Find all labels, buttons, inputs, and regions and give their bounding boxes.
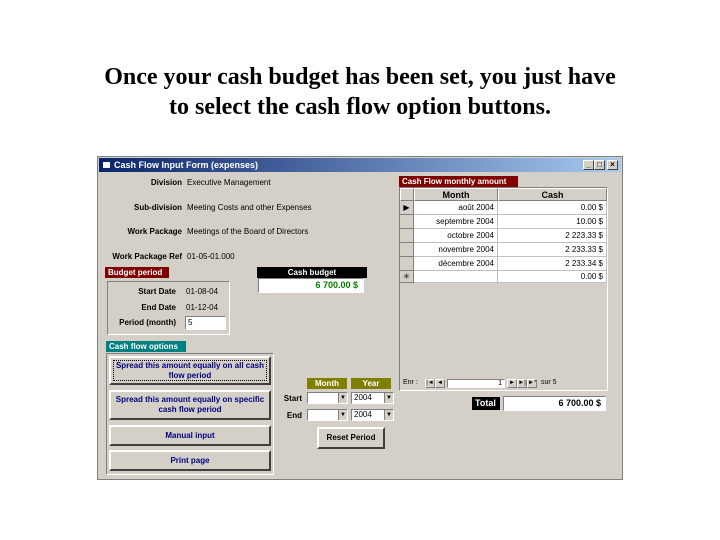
period-month-label: Period (month)	[119, 318, 176, 327]
last-record-button[interactable]: ►|	[518, 380, 526, 386]
chevron-down-icon[interactable]: ▼	[338, 393, 347, 403]
cash-cell[interactable]: 2 233.33 $	[498, 243, 607, 257]
start-date-label: Start Date	[138, 287, 176, 296]
cash-cell[interactable]: 0.00 $	[498, 201, 607, 215]
record-total: sur 5	[541, 379, 557, 386]
row-selector[interactable]	[400, 229, 414, 243]
month-cell[interactable]: décembre 2004	[414, 257, 498, 271]
cash-cell[interactable]: 2 233.34 $	[498, 257, 607, 271]
next-record-button[interactable]: ►	[507, 379, 517, 388]
start-period-label: Start	[283, 394, 302, 403]
new-record-button[interactable]: ►*	[528, 380, 537, 386]
cash-grid-header: Cash	[498, 188, 607, 201]
month-cell[interactable]: novembre 2004	[414, 243, 498, 257]
start-month-select[interactable]	[307, 392, 348, 404]
division-value: Executive Management	[187, 178, 271, 187]
slide-title-line-1: Once your cash budget has been set, you just have	[104, 64, 616, 90]
work-package-label: Work Package	[127, 227, 182, 236]
close-button[interactable]: ×	[607, 160, 618, 170]
end-month-select[interactable]	[307, 409, 348, 421]
window-titlebar[interactable]	[99, 158, 621, 172]
month-cell[interactable]	[414, 271, 498, 283]
monthly-amount-header: Cash Flow monthly amount	[399, 176, 518, 187]
chevron-down-icon[interactable]: ▼	[338, 410, 347, 420]
print-page-button[interactable]: Print page	[109, 450, 271, 471]
previous-record-button[interactable]: ◄	[435, 379, 445, 388]
monthly-amount-grid	[400, 188, 607, 283]
cash-cell[interactable]: 10.00 $	[498, 215, 607, 229]
current-record-input[interactable]: 1	[447, 379, 505, 388]
end-date-label: End Date	[141, 303, 176, 312]
reset-period-button[interactable]: Reset Period	[317, 427, 385, 449]
window-title: Cash Flow Input Form (expenses)	[114, 160, 259, 170]
new-record-icon[interactable]: ✳	[400, 271, 414, 283]
start-year-select[interactable]	[351, 392, 394, 404]
cash-flow-options-header: Cash flow options	[106, 341, 186, 352]
cash-cell[interactable]: 0.00 $	[498, 271, 607, 283]
end-year-select[interactable]	[351, 409, 394, 421]
work-package-value: Meetings of the Board of Directors	[187, 227, 309, 236]
month-cell[interactable]: septembre 2004	[414, 215, 498, 229]
division-label: Division	[150, 178, 182, 187]
month-cell[interactable]: août 2004	[414, 201, 498, 215]
month-column-header: Month	[307, 378, 347, 389]
chevron-down-icon[interactable]: ▼	[384, 410, 393, 420]
row-selector[interactable]	[400, 215, 414, 229]
end-period-label: End	[286, 411, 302, 420]
chevron-down-icon[interactable]: ▼	[384, 393, 393, 403]
period-month-input[interactable]: 5	[185, 316, 226, 330]
work-package-ref-value: 01-05-01.000	[187, 252, 235, 261]
total-label: Total	[472, 397, 500, 410]
start-year-value: 2004	[354, 393, 372, 402]
grid-corner	[400, 188, 414, 201]
start-date-value: 01-08-04	[186, 287, 219, 296]
slide-title	[20, 62, 700, 122]
record-navigator	[401, 379, 606, 389]
cash-cell[interactable]: 2 223.33 $	[498, 229, 607, 243]
end-year-value: 2004	[354, 410, 372, 419]
month-grid-header: Month	[414, 188, 498, 201]
subdivision-label: Sub-division	[134, 203, 182, 212]
slide-title-line-2: to select the cash flow option buttons.	[169, 94, 551, 120]
budget-period-header: Budget period	[105, 267, 169, 278]
total-value[interactable]: 6 700.00 $	[503, 396, 606, 411]
cash-flow-input-window	[97, 156, 623, 480]
cash-budget-header: Cash budget	[257, 267, 367, 278]
record-label: Enr :	[403, 379, 418, 386]
current-row-icon[interactable]: ▶	[400, 201, 414, 215]
maximize-button[interactable]: □	[594, 160, 605, 170]
spread-all-periods-button[interactable]: Spread this amount equally on all cash flow period	[109, 356, 271, 385]
row-selector[interactable]	[400, 257, 414, 271]
form-icon	[102, 161, 111, 169]
month-cell[interactable]: octobre 2004	[414, 229, 498, 243]
row-selector[interactable]	[400, 243, 414, 257]
manual-input-button[interactable]: Manual input	[109, 425, 271, 446]
spread-specific-periods-button[interactable]: Spread this amount equally on specific cash flow period	[109, 390, 271, 420]
minimize-button[interactable]: _	[583, 160, 594, 170]
first-record-button[interactable]: |◄	[426, 380, 434, 386]
subdivision-value: Meeting Costs and other Expenses	[187, 203, 312, 212]
cash-budget-value[interactable]: 6 700.00 $	[258, 278, 364, 293]
year-column-header: Year	[351, 378, 391, 389]
end-date-value: 01-12-04	[186, 303, 219, 312]
work-package-ref-label: Work Package Ref	[112, 252, 182, 261]
